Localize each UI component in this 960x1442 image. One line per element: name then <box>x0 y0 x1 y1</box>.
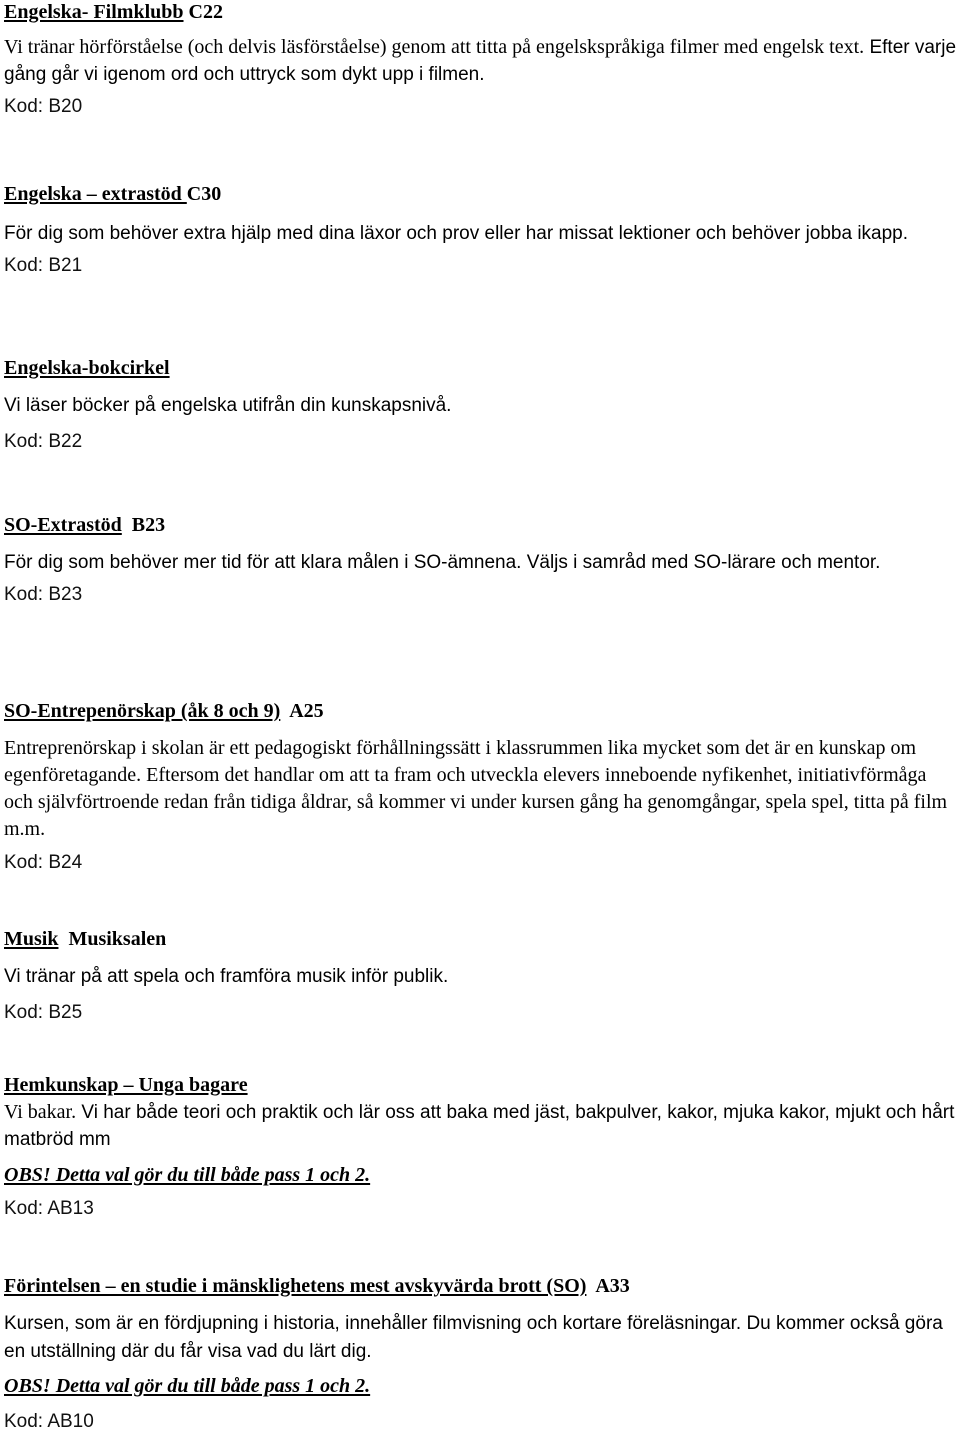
course-title: Musik Musiksalen <box>4 928 167 950</box>
course-title: SO-Entrepenörskap (åk 8 och 9) A25 <box>4 700 324 722</box>
course-description: Vi tränar på att spela och framföra musik inför publik. <box>4 966 449 987</box>
course-room: C30 <box>186 183 222 205</box>
course-code: Kod: B22 <box>4 431 83 452</box>
course-description: Entreprenörskap i skolan är ett pedagogiskt förhållningssätt i klassrummen lika mycket som det är en kunskap om egenföretagande. Eftersom det handlar om att ta fram och utveckla elevers inneboende nyfikenhet, initiativförmåga och självförtroende redan från tidiga åldrar, så kommer vi under kursen gång ha genomgångar, spela spel, titta på film m.m. <box>4 737 948 840</box>
course-entry <box>4 1073 958 1221</box>
course-description: Vi läser böcker på engelska utifrån din kunskapsnivå. <box>4 395 452 416</box>
course-code: Kod: B21 <box>4 255 83 276</box>
course-entry <box>4 1274 958 1434</box>
course-title: Engelska- Filmklubb C22 <box>4 1 223 23</box>
course-entry <box>4 513 958 607</box>
course-description: För dig som behöver mer tid för att klara målen i SO-ämnena. Väljs i samråd med SO-lärare och mentor. <box>4 552 881 573</box>
course-title: Hemkunskap – Unga bagare <box>4 1074 248 1096</box>
course-title: Engelska-bokcirkel <box>4 357 170 379</box>
course-description: För dig som behöver extra hjälp med dina läxor och prov eller har missat lektioner och behöver jobba ikapp. <box>4 223 909 244</box>
course-room: B23 <box>131 514 166 536</box>
course-entry <box>4 699 958 875</box>
course-code: Kod: B23 <box>4 584 83 605</box>
course-code: Kod: B20 <box>4 96 83 117</box>
course-code: Kod: AB13 <box>4 1198 94 1219</box>
course-room: A25 <box>289 700 324 722</box>
course-entry <box>4 0 958 119</box>
course-code: Kod: B24 <box>4 852 83 873</box>
course-entry <box>4 182 958 278</box>
obs-note: OBS! Detta val gör du till både pass 1 och 2. <box>4 1375 371 1397</box>
course-room: A33 <box>595 1275 630 1297</box>
course-title: Förintelsen – en studie i mänsklighetens mest avskyvärda brott (SO) A33 <box>4 1275 630 1297</box>
course-code: Kod: AB10 <box>4 1411 94 1432</box>
course-entry <box>4 927 958 1025</box>
course-room: C22 <box>188 1 223 23</box>
course-room: Musiksalen <box>68 928 167 950</box>
course-title: SO-Extrastöd B23 <box>4 514 166 536</box>
obs-note: OBS! Detta val gör du till både pass 1 och 2. <box>4 1164 371 1186</box>
course-description: Vi tränar hörförståelse (och delvis läsförståelse) genom att titta på engelskspråkiga filmer med engelsk text. Efter varje gång går vi igenom ord och uttryck som dykt upp i filmen. <box>4 36 957 85</box>
course-title: Engelska – extrastöd C30 <box>4 183 222 205</box>
course-code: Kod: B25 <box>4 1002 83 1023</box>
course-description: Vi bakar. Vi har både teori och praktik och lär oss att baka med jäst, bakpulver, kakor, mjuka kakor, mjukt och hårt matbröd mm <box>4 1101 955 1150</box>
course-description: Kursen, som är en fördjupning i historia, innehåller filmvisning och kortare föreläsningar. Du kommer också göra en utställning där du får visa vad du lärt dig. <box>4 1313 943 1362</box>
course-entry <box>4 356 958 454</box>
